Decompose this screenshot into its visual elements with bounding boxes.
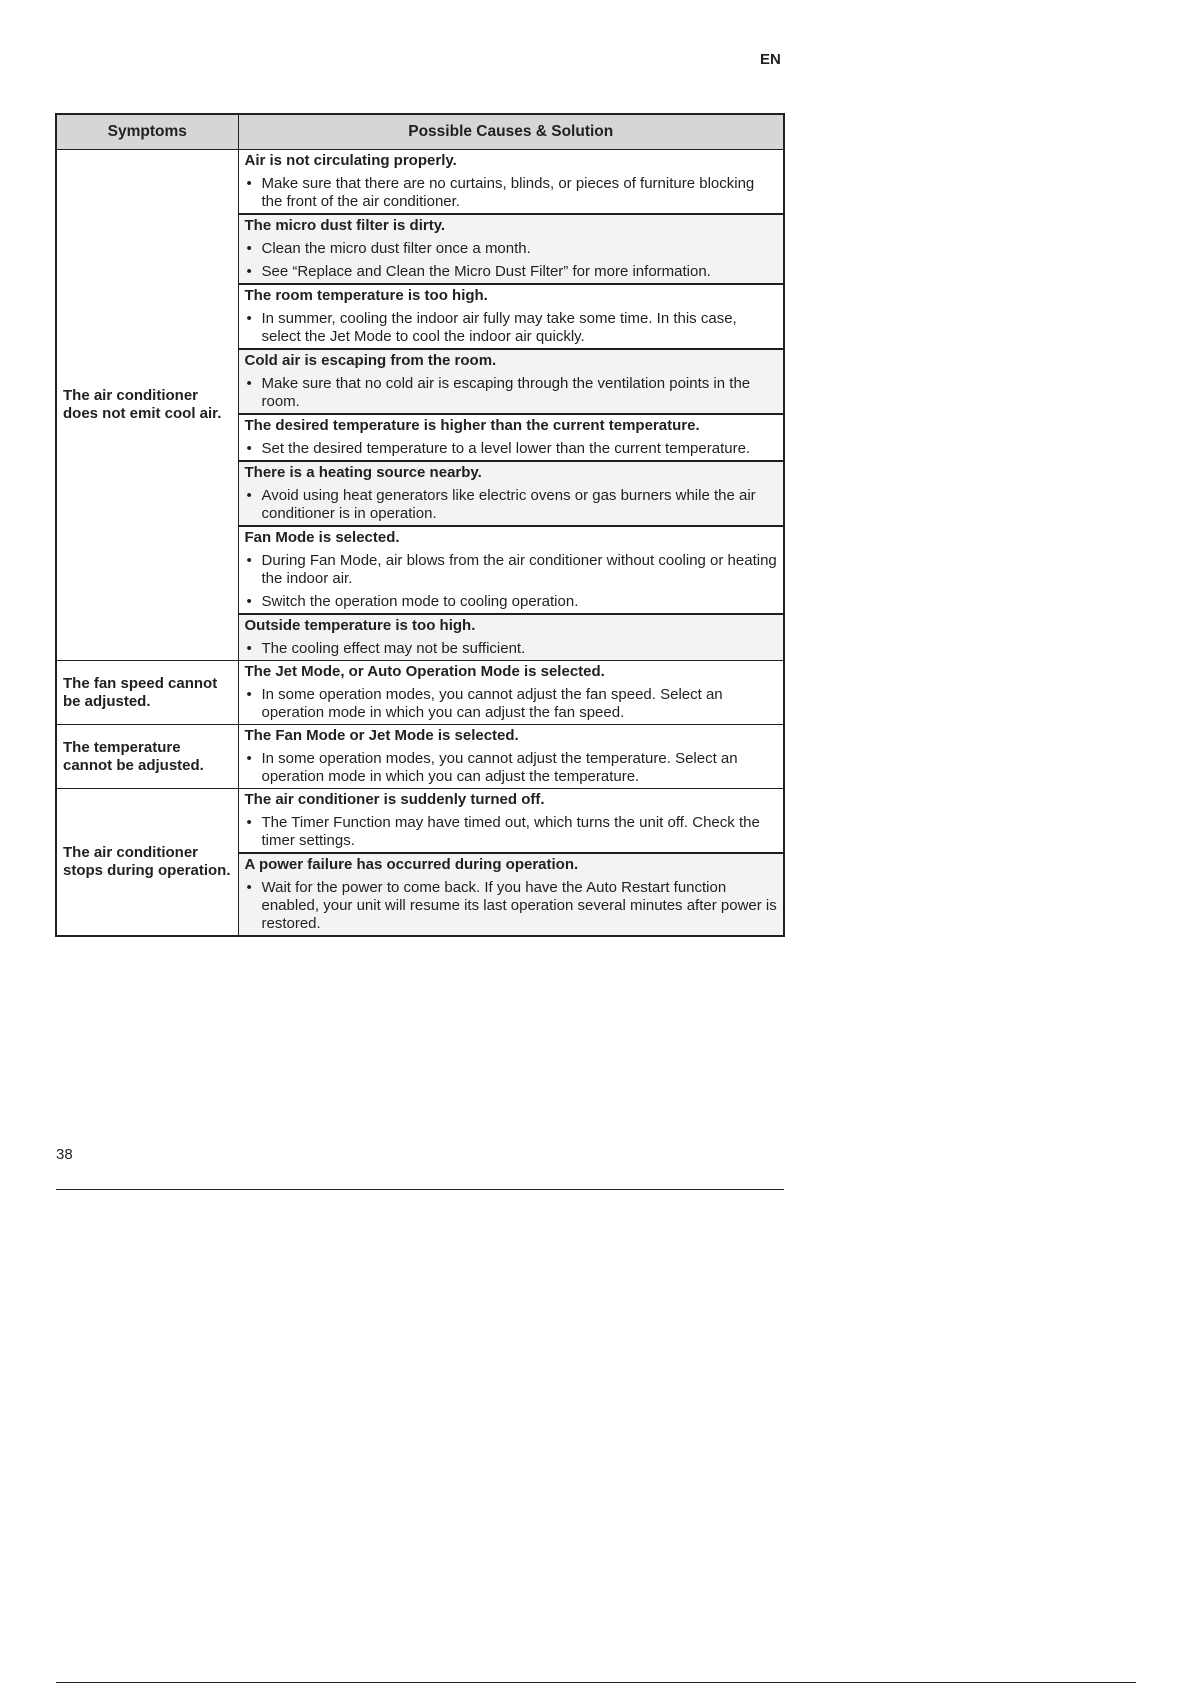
solution-text: Make sure that no cold air is escaping through the ventilation points in the room. [261,375,751,410]
cause-block [239,661,784,724]
bullet-icon: • [246,240,252,257]
cause-title: Cold air is escaping from the room. [244,352,497,369]
bullet-icon: • [246,263,252,280]
table-body [56,150,784,937]
cause-title: The room temperature is too high. [244,287,488,304]
solution-text: In summer, cooling the indoor air fully may take some time. In this case, select the Jet Mode to cool the indoor air quickly. [261,310,737,345]
cause-block [239,525,784,613]
bullet-icon: • [246,175,252,192]
table-header-row [56,114,784,150]
solution-text: Clean the micro dust filter once a month. [261,240,531,257]
bullet-icon: • [246,593,252,610]
solution-text: The cooling effect may not be sufficient. [261,640,526,657]
cause-title: The Jet Mode, or Auto Operation Mode is selected. [244,663,605,680]
cause-block [239,213,784,283]
bullet-icon: • [246,440,252,457]
solution-text: During Fan Mode, air blows from the air conditioner without cooling or heating the indoor air. [261,552,777,587]
solution-text: Wait for the power to come back. If you have the Auto Restart function enabled, your unit will resume its last operation several minutes after power is restored. [261,879,777,932]
cause-title: A power failure has occurred during operation. [244,856,579,873]
solution-item [245,375,778,411]
cause-title: The Fan Mode or Jet Mode is selected. [244,727,519,744]
causes-cell [238,725,784,789]
solution-item [245,552,778,588]
solution-item [245,593,778,611]
cause-block [239,789,784,852]
bullet-icon: • [246,552,252,569]
solution-text: Switch the operation mode to cooling operation. [261,593,579,610]
cause-title: The desired temperature is higher than the current temperature. [244,417,700,434]
solution-item [245,310,778,346]
bullet-icon: • [246,814,252,831]
bullet-icon: • [246,640,252,657]
bullet-icon: • [246,750,252,767]
symptom-cell: The fan speed cannot be adjusted. [56,661,238,725]
bullet-icon: • [246,375,252,392]
solution-item [245,640,778,658]
solution-text: In some operation modes, you cannot adjust the fan speed. Select an operation mode in which you can adjust the fan speed. [261,686,723,721]
cause-title: Fan Mode is selected. [244,529,400,546]
symptom-cell: The air conditioner stops during operation. [56,789,238,937]
table-row [56,150,784,661]
bullet-icon: • [246,310,252,327]
solution-text: The Timer Function may have timed out, which turns the unit off. Check the timer settings. [261,814,760,849]
cause-block [239,725,784,788]
solution-item [245,487,778,523]
solution-item [245,686,778,722]
bullet-icon: • [246,879,252,896]
cause-block [239,613,784,660]
solution-item [245,879,778,933]
language-label: EN [760,51,781,68]
cause-title: Outside temperature is too high. [244,617,476,634]
table-row [56,725,784,789]
page-number: 38 [56,1146,73,1163]
column-header-symptoms: Symptoms [56,114,238,150]
causes-cell [238,661,784,725]
page-bottom-rule [56,1682,1136,1683]
solution-item [245,440,778,458]
causes-cell [238,789,784,937]
cause-title: There is a heating source nearby. [244,464,482,481]
cause-block [239,150,784,213]
cause-block [239,852,784,935]
solution-item [245,814,778,850]
symptom-cell: The air conditioner does not emit cool air. [56,150,238,661]
table-row [56,661,784,725]
solution-text: Set the desired temperature to a level lower than the current temperature. [261,440,751,457]
troubleshooting-table [55,113,785,937]
cause-block [239,460,784,525]
footer-divider [56,1189,784,1190]
column-header-causes: Possible Causes & Solution [238,114,784,150]
solution-item [245,175,778,211]
solution-text: In some operation modes, you cannot adjust the temperature. Select an operation mode in which you can adjust the temperature. [261,750,738,785]
solution-text: Make sure that there are no curtains, blinds, or pieces of furniture blocking the front of the air conditioner. [261,175,755,210]
cause-title: Air is not circulating properly. [244,152,457,169]
cause-block [239,413,784,460]
bullet-icon: • [246,686,252,703]
solution-item [245,750,778,786]
cause-block [239,283,784,348]
solution-text: Avoid using heat generators like electric ovens or gas burners while the air conditioner is in operation. [261,487,756,522]
solution-text: See “Replace and Clean the Micro Dust Filter” for more information. [261,263,711,280]
symptom-cell: The temperature cannot be adjusted. [56,725,238,789]
cause-title: The air conditioner is suddenly turned off. [244,791,545,808]
causes-cell [238,150,784,661]
solution-item [245,263,778,281]
cause-title: The micro dust filter is dirty. [244,217,446,234]
bullet-icon: • [246,487,252,504]
solution-item [245,240,778,258]
cause-block [239,348,784,413]
table-row [56,789,784,937]
